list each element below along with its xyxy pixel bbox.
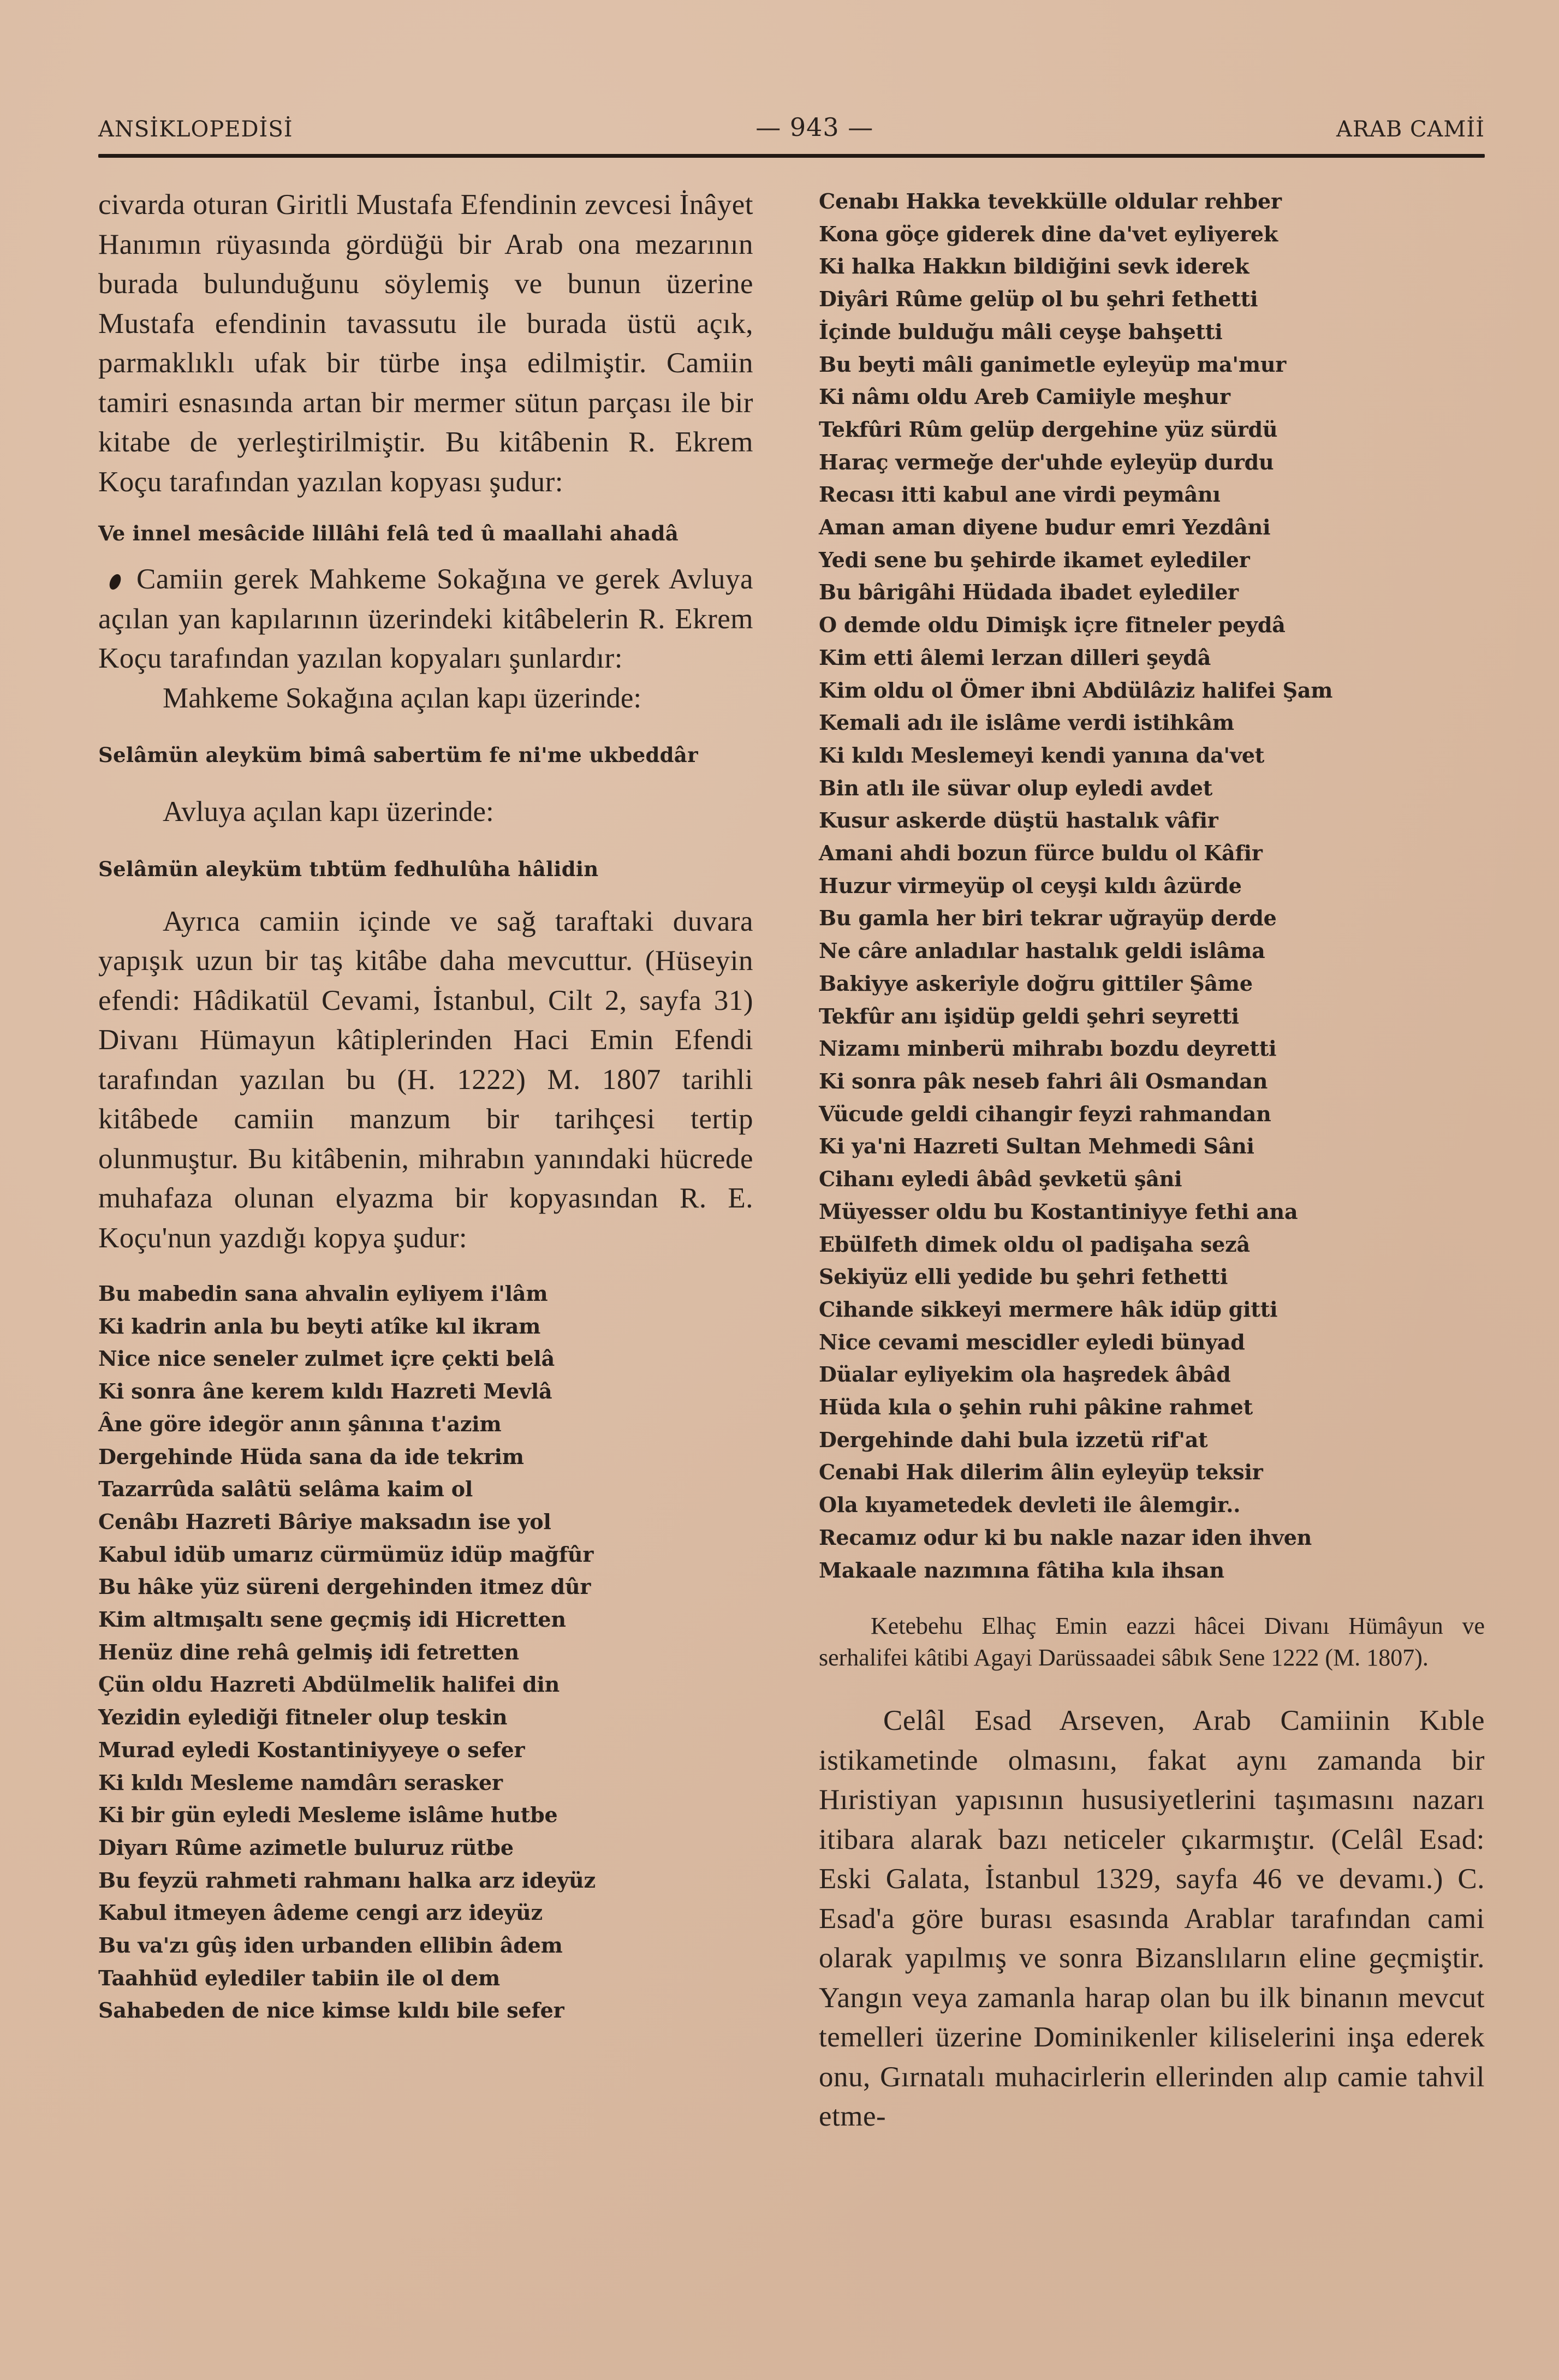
verse-line: Düalar eyliyekim ola haşredek âbâd — [819, 1362, 1231, 1387]
verse-line: Kabul itmeyen âdeme cengi arz ideyüz — [98, 1900, 543, 1925]
verse-line: Ola kıyametedek devleti ile âlemgir.. — [819, 1492, 1241, 1518]
verse-line: Recamız odur ki bu nakle nazar iden ihven — [819, 1525, 1312, 1550]
verse-line: Nice cevami mescidler eyledi bünyad — [819, 1329, 1245, 1354]
verse-line: Cenabi Hak dilerim âlin eyleyüp teksir — [819, 1460, 1263, 1485]
verse-line: Müyesser oldu bu Kostantiniyye fethi ana — [819, 1199, 1298, 1224]
verse-line: Kabul idüb umarız cürmümüz idüp mağfûr — [98, 1542, 594, 1567]
verse-line: Cenabı Hakka tevekkülle oldular rehber — [819, 189, 1282, 213]
verse-line: Amani ahdi bozun fürce buldu ol Kâfir — [819, 841, 1263, 866]
verse-line: Tazarrûda salâtü selâma kaim ol — [98, 1477, 473, 1502]
verse-line: Tekfûri Rûm gelüp dergehine yüz sürdü — [819, 416, 1278, 442]
verse-line: Bu bârigâhi Hüdada ibadet eylediler — [819, 580, 1239, 605]
verse-line: Bu hâke yüz süreni dergehinden itmez dûr — [98, 1574, 591, 1599]
verse-line: Nizamı minberü mihrabı bozdu deyretti — [819, 1036, 1277, 1061]
paragraph — [98, 560, 753, 679]
verse-line: Diyâri Rûme gelüp ol bu şehri fethetti — [819, 287, 1258, 312]
verse-line: Kim oldu ol Ömer ibni Abdülâziz halifei Şam — [819, 677, 1333, 703]
verse-line: Recası itti kabul ane virdi peymânı — [819, 482, 1221, 507]
running-head — [98, 109, 1485, 142]
verse-line: Bakiyye askeriyle doğru gittiler Şâme — [819, 971, 1253, 996]
verse-line: Cihanı eyledi âbâd şevketü şâni — [819, 1167, 1182, 1192]
verse-list — [819, 185, 1485, 1586]
verse-line: Haraç vermeğe der'uhde eyleyüp durdu — [819, 449, 1274, 474]
verse-line: Kusur askerde düştü hastalık vâfir — [819, 808, 1218, 833]
verse-line: Âne göre idegör anın şânına t'azim — [98, 1411, 502, 1436]
page-number: — 943 — — [755, 112, 874, 142]
verse-list — [98, 1277, 753, 2027]
verse-line: Dergehinde Hüda sana da ide tekrim — [98, 1444, 524, 1469]
verse-line: Dergehinde dahi bula izzetü rif'at — [819, 1427, 1208, 1452]
verse-line: Ki sonra âne kerem kıldı Hazreti Mevlâ — [98, 1379, 552, 1404]
verse-line: Ki nâmı oldu Areb Camiiyle meşhur — [819, 384, 1230, 409]
inscription: Selâmün aleyküm tıbtüm fedhulûha hâlidin — [98, 856, 599, 881]
verse-line: Taahhüd eylediler tabiin ile ol dem — [98, 1965, 501, 1990]
verse-line: Makaale nazımına fâtiha kıla ihsan — [819, 1557, 1224, 1582]
running-head-right: ARAB CAMİİ — [1336, 117, 1485, 142]
verse-line: Kona göçe giderek dine da'vet eyliyerek — [819, 221, 1278, 246]
verse-line: Vücude geldi cihangir feyzi rahmandan — [819, 1101, 1271, 1126]
colophon: Ketebehu Elhaç Emin eazzi hâcei Divanı Hümâyun ve serhalifei kâtibi Agayi Darüssaadei sâbık Sene 1222 (M. 1807). — [819, 1613, 1485, 1671]
verse-line: Bu gamla her biri tekrar uğrayüp derde — [819, 906, 1277, 931]
verse-line: Huzur virmeyüp ol ceyşi kıldı âzürde — [819, 873, 1242, 898]
verse-line: Cihande sikkeyi mermere hâk idüp gitti — [819, 1296, 1278, 1322]
sub-heading: Mahkeme Sokağına açılan kapı üzerinde: — [163, 682, 642, 714]
verse-line: Aman aman diyene budur emri Yezdâni — [819, 515, 1271, 540]
verse-line: Kim etti âlemi lerzan dilleri şeydâ — [819, 645, 1211, 670]
paragraph: Ayrıca camiin içinde ve sağ taraftaki duvara yapışık uzun bir taş kitâbe daha mevcuttur. (Hüseyin efendi: Hâdikatül Cevami, İstanbul, Cilt 2, sayfa 31) Divanı Hümayun kâtiplerinden Haci Emin Efendi tarafından yazılan bu (H. 1222) M. 1807 tarihli kitâbede camiin manzum bir tarihçesi tertip olunmuştur. Bu kitâbenin, mihrabın yanındaki hücrede muhafaza olunan elyazma bir kopyasından R. E. Koçu'nun yazdığı kopya şudur: — [98, 905, 753, 1254]
verse-line: Ki sonra pâk neseb fahri âli Osmandan — [819, 1068, 1268, 1093]
two-column-body — [98, 185, 1485, 2137]
verse-line: Ne câre anladılar hastalık geldi islâma — [819, 938, 1265, 963]
verse-line: Bu beyti mâli ganimetle eyleyüp ma'mur — [819, 352, 1287, 377]
verse-line: Ki bir gün eyledi Mesleme islâme hutbe — [98, 1802, 558, 1828]
verse-line: Yezidin eylediği fitneler olup teskin — [98, 1705, 508, 1730]
left-column — [98, 185, 753, 2137]
verse-line: Yedi sene bu şehirde ikamet eylediler — [819, 547, 1250, 572]
verse-line: Tekfûr anı işidüp geldi şehri seyretti — [819, 1003, 1239, 1028]
paragraph: civarda oturan Giritli Mustafa Efendinin zevcesi İnâyet Hanımın rüyasında gördüğü bir Arab ona mezarının burada bulunduğunu söylemiş ve bunun üzerine Mustafa efendinin tavassutu ile burada üstü açık, parmaklıklı ufak bir türbe inşa edilmiştir. Camiin tamiri esnasında artan bir mermer sütun parçası ile bir kitabe de yerleştirilmiştir. Bu kitâbenin R. Ekrem Koçu tarafından yazılan kopyası şudur: — [98, 189, 753, 498]
verse-line: Ki ya'ni Hazreti Sultan Mehmedi Sâni — [819, 1134, 1254, 1159]
verse-line: Ki halka Hakkın bildiğini sevk iderek — [819, 254, 1249, 279]
verse-line: Ki kıldı Mesleme namdârı serasker — [98, 1770, 503, 1795]
verse-line: Sahabeden de nice kimse kıldı bile sefer — [98, 1998, 564, 2023]
verse-line: Bu va'zı gûş iden urbanden ellibin âdem — [98, 1933, 563, 1958]
inscription: Selâmün aleyküm bimâ sabertüm fe ni'me ukbeddâr — [98, 743, 698, 767]
verse-line: O demde oldu Dimişk içre fitneler peydâ — [819, 612, 1286, 638]
verse-line: Nice nice seneler zulmet içre çekti belâ — [98, 1346, 555, 1371]
header-rule — [98, 154, 1485, 158]
verse-line: Henüz dine rehâ gelmiş idi fetretten — [98, 1639, 519, 1664]
verse-line: Ki kadrin anla bu beyti atîke kıl ikram — [98, 1313, 541, 1338]
verse-line: Çün oldu Hazreti Abdülmelik halifei din — [98, 1672, 560, 1697]
verse-line: Cenâbı Hazreti Bâriye maksadın ise yol — [98, 1509, 551, 1534]
verse-line: Bu feyzü rahmeti rahmanı halka arz ideyüz — [98, 1867, 596, 1893]
encyclopedia-page — [98, 109, 1485, 2137]
verse-line: Kemali adı ile islâme verdi istihkâm — [819, 710, 1234, 735]
bullet-icon — [108, 572, 123, 591]
verse-line: Kim altmışaltı sene geçmiş idi Hicretten — [98, 1607, 566, 1632]
verse-line: İçinde bulduğu mâli ceyşe bahşetti — [819, 319, 1223, 344]
running-head-left: ANSİKLOPEDİSİ — [98, 117, 293, 142]
verse-line: Ki kıldı Meslemeyi kendi yanına da'vet — [819, 742, 1265, 767]
paragraph-text: Camiin gerek Mahkeme Sokağına ve gerek Avluya açılan yan kapılarının üzerindeki kitâbelerin R. Ekrem Koçu tarafından yazılan kopyaları şunlardır: — [98, 563, 753, 674]
verse-line: Diyarı Rûme azimetle buluruz rütbe — [98, 1835, 514, 1860]
sub-heading: Avluya açılan kapı üzerinde: — [163, 796, 494, 828]
verse-line: Ebülfeth dimek oldu ol padişaha sezâ — [819, 1231, 1250, 1257]
verse-line: Bu mabedin sana ahvalin eyliyem i'lâm — [98, 1281, 548, 1306]
verse-line: Murad eyledi Kostantiniyyeye o sefer — [98, 1737, 525, 1762]
verse-line: Hüda kıla o şehin ruhi pâkine rahmet — [819, 1395, 1253, 1420]
paragraph: Celâl Esad Arseven, Arab Camiinin Kıble istikametinde olmasını, fakat aynı zamanda bir Hıristiyan yapısının hususiyetlerini taşımasını nazarı itibara alarak bazı neticeler çıkarmıştır. (Celâl Esad: Eski Galata, İstanbul 1329, sayfa 46 ve devamı.) C. Esad'a göre burası esasında Arablar tarafından cami olarak yapılmış ve sonra Bizanslıların eline geçmiştir. Yangın veya zamanla harap olan bu ilk binanın mevcut temelleri üzerine Dominikenler kiliselerini inşa ederek onu, Gırnatalı muhacirlerin ellerinden alıp camie tahvil etme- — [819, 1705, 1485, 2133]
right-column — [819, 185, 1485, 2137]
verse-line: Bin atlı ile süvar olup eyledi avdet — [819, 775, 1213, 800]
verse-line: Sekiyüz elli yedide bu şehri fethetti — [819, 1264, 1228, 1289]
inscription: Ve innel mesâcide lillâhi felâ ted û maallahi ahadâ — [98, 521, 679, 545]
